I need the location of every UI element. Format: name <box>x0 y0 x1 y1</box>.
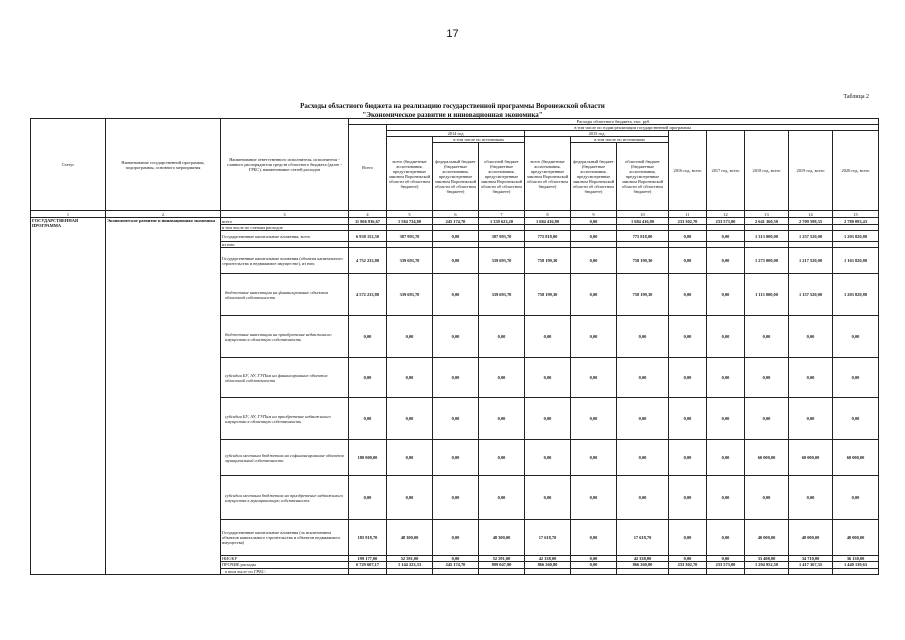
cell: 36 130,00 <box>833 556 879 562</box>
cell: 866 260,80 <box>525 562 571 568</box>
cell: 0,00 <box>433 248 479 274</box>
cell: 0,00 <box>525 316 571 358</box>
row-label: субсидии местным бюджетам на софинансирование объектов муниципальной собственности <box>221 440 349 476</box>
cell: 33 408,00 <box>745 556 789 562</box>
cell: 0,00 <box>707 440 745 476</box>
header-status: Статус <box>31 119 106 211</box>
row-label: Государственные капитальные вложения (объекты капитального строительства и недвижимое имущество), из них: <box>221 248 349 274</box>
cell: 199 177,00 <box>349 556 387 562</box>
row-label: бюджетные инвестиции на финансирование объектов областной собственности <box>221 274 349 316</box>
cell: 0,00 <box>617 316 669 358</box>
col-number: 12 <box>707 211 745 218</box>
col-number: 13 <box>745 211 789 218</box>
document-title: Расходы областного бюджета на реализацию государственной программы Воронежской области <box>300 102 605 110</box>
cell: 0,00 <box>707 248 745 274</box>
cell: 1 684 416,80 <box>525 218 571 225</box>
col-number: 6 <box>433 211 479 218</box>
cell: 0,00 <box>669 274 707 316</box>
cell: 1 584 734,80 <box>387 218 433 225</box>
cell: 0,00 <box>433 358 479 398</box>
col-number: 9 <box>571 211 617 218</box>
cell: 233 302,70 <box>669 218 707 225</box>
cell: 0,00 <box>433 231 479 242</box>
col-number: 11 <box>669 211 707 218</box>
cell: 0,00 <box>479 316 525 358</box>
cell: 0,00 <box>707 520 745 556</box>
header-2018: 2018 год, всего <box>745 131 789 211</box>
cell: 0,00 <box>479 440 525 476</box>
cell: 0,00 <box>571 231 617 242</box>
header-regional-2015: областной бюджет (бюджетные ассигнования, предусмотренные законом Воронежской области об областном бюджете) <box>617 143 669 211</box>
col-number: 2 <box>106 211 221 218</box>
header-2017: 2017 год, всего <box>707 131 745 211</box>
col-number: 1 <box>31 211 106 218</box>
cell: 0,00 <box>617 398 669 440</box>
header-year-2014: 2014 год <box>387 131 525 137</box>
cell: 0,00 <box>833 358 879 398</box>
cell: 0,00 <box>433 520 479 556</box>
cell: 0,00 <box>745 358 789 398</box>
cell: 2 709 598,35 <box>789 218 833 225</box>
cell: 0,00 <box>433 556 479 562</box>
cell: 4 752 233,80 <box>349 248 387 274</box>
cell: 0,00 <box>745 398 789 440</box>
cell: 1 294 952,50 <box>745 562 789 568</box>
cell: 0,00 <box>707 398 745 440</box>
cell: 1 163 820,80 <box>833 248 879 274</box>
row-label: всего <box>221 218 349 225</box>
cell: 1 203 820,80 <box>833 231 879 242</box>
cell: 0,00 <box>387 440 433 476</box>
row-label: в том числе по статьям расходов <box>221 225 349 231</box>
cell: 60 000,00 <box>789 440 833 476</box>
cell: 0,00 <box>833 398 879 440</box>
col-number: 10 <box>617 211 669 218</box>
cell: 4 572 233,80 <box>349 274 387 316</box>
header-total: Всего <box>349 125 387 211</box>
cell: 52 591,00 <box>387 556 433 562</box>
cell: 0,00 <box>669 316 707 358</box>
cell: 0,00 <box>571 556 617 562</box>
cell: 40 000,00 <box>745 520 789 556</box>
cell: 0,00 <box>571 398 617 440</box>
cell: 11 866 936,67 <box>349 218 387 225</box>
cell: 0,00 <box>433 440 479 476</box>
header-regional-2014: областной бюджет (бюджетные ассигнования, предусмотренные законом Воронежской области об областном бюджете) <box>479 143 525 211</box>
cell: 0,00 <box>571 476 617 520</box>
col-number: 4 <box>349 211 387 218</box>
cell: 0,00 <box>387 398 433 440</box>
header-2016: 2016 год, всего <box>669 131 707 211</box>
table-label: Таблица 2 <box>843 94 869 100</box>
cell: 775 818,00 <box>525 231 571 242</box>
cell: 60 000,00 <box>745 440 789 476</box>
header-total-2014: всего (бюджетные ассигнования, предусмотренные законом Воронежской области об областном бюджете) <box>387 137 433 211</box>
cell: 0,00 <box>707 358 745 398</box>
cell: 899 047,80 <box>479 562 525 568</box>
cell: 60 000,00 <box>833 440 879 476</box>
cell: 0,00 <box>669 520 707 556</box>
row-label: Государственные капитальные вложения (за исключением объектов капитального строительства и объектов недвижимого имущества) <box>221 520 349 556</box>
column-number-row <box>31 211 879 218</box>
col-number: 3 <box>221 211 349 218</box>
cell: 0,00 <box>433 316 479 358</box>
cell: 1 257 520,00 <box>789 231 833 242</box>
cell: 17 618,70 <box>525 520 571 556</box>
cell: 42 338,00 <box>617 556 669 562</box>
cell: 34 710,00 <box>789 556 833 562</box>
cell: 0,00 <box>707 476 745 520</box>
table-row <box>31 218 879 225</box>
cell: 1 417 367,35 <box>789 562 833 568</box>
program-status: ГОСУДАРСТВЕННАЯ ПРОГРАММА <box>31 218 106 574</box>
cell: 1 157 520,00 <box>789 274 833 316</box>
cell: 0,00 <box>707 316 745 358</box>
cell: 0,00 <box>789 358 833 398</box>
row-label: субсидии БУ, АУ, ГУПам на приобретение недвижимого имущества в областную собственность <box>221 398 349 440</box>
cell: 1 113 000,00 <box>745 274 789 316</box>
cell: 0,00 <box>433 476 479 520</box>
cell: 758 199,30 <box>617 274 669 316</box>
row-label: бюджетные инвестиции на приобретение недвижимого имущества в областную собственность <box>221 316 349 358</box>
cell: 1 440 139,63 <box>833 562 879 568</box>
cell: 0,00 <box>789 476 833 520</box>
cell: 185 918,70 <box>349 520 387 556</box>
cell: 0,00 <box>525 440 571 476</box>
cell: 0,00 <box>571 316 617 358</box>
cell: 0,00 <box>387 476 433 520</box>
cell: 0,00 <box>571 274 617 316</box>
cell: 0,00 <box>669 440 707 476</box>
header-by-sources-2015: в том числе по источникам <box>571 137 669 143</box>
header-by-sources-2014: в том числе по источникам <box>433 137 525 143</box>
cell: 0,00 <box>525 476 571 520</box>
cell: 0,00 <box>525 358 571 398</box>
header-2020: 2020 год, всего <box>833 131 879 211</box>
cell: 866 260,80 <box>617 562 669 568</box>
cell: 0,00 <box>387 316 433 358</box>
cell: 180 000,00 <box>349 440 387 476</box>
header-name: Наименование государственной программы, подпрограммы, основного мероприятия <box>106 119 221 211</box>
cell: 0,00 <box>479 358 525 398</box>
header-total-2015: всего (бюджетные ассигнования, предусмотренные законом Воронежской области об областном бюджете) <box>525 137 571 211</box>
cell: 0,00 <box>479 398 525 440</box>
cell: 0,00 <box>387 358 433 398</box>
cell: 42 338,00 <box>525 556 571 562</box>
cell: 245 174,70 <box>433 218 479 225</box>
cell: 339 693,70 <box>387 274 433 316</box>
cell: 0,00 <box>349 358 387 398</box>
cell: 0,00 <box>571 218 617 225</box>
cell: 0,00 <box>617 476 669 520</box>
col-number: 5 <box>387 211 433 218</box>
cell: 0,00 <box>707 274 745 316</box>
cell: 0,00 <box>833 476 879 520</box>
cell: 0,00 <box>349 316 387 358</box>
cell: 6 938 152,50 <box>349 231 387 242</box>
cell: 17 618,70 <box>617 520 669 556</box>
cell: 0,00 <box>571 358 617 398</box>
cell: 0,00 <box>433 274 479 316</box>
cell: 40 000,00 <box>833 520 879 556</box>
cell: 1 339 623,20 <box>479 218 525 225</box>
cell: 1 203 820,80 <box>833 274 879 316</box>
row-label: Государственные капитальные вложения, всего <box>221 231 349 242</box>
cell: 233 302,70 <box>669 562 707 568</box>
document-subtitle: "Экономическое развитие и инновационная экономика" <box>362 111 543 119</box>
cell: 2 641 360,50 <box>745 218 789 225</box>
cell: 0,00 <box>669 476 707 520</box>
cell: 0,00 <box>571 248 617 274</box>
cell: 0,00 <box>833 316 879 358</box>
cell: 0,00 <box>571 440 617 476</box>
cell: 245 174,70 <box>433 562 479 568</box>
page-number: 17 <box>446 28 459 40</box>
cell: 52 591,00 <box>479 556 525 562</box>
cell: 0,00 <box>571 520 617 556</box>
cell: 0,00 <box>669 231 707 242</box>
cell: 758 199,30 <box>525 274 571 316</box>
col-number: 7 <box>479 211 525 218</box>
cell: 0,00 <box>745 316 789 358</box>
header-expenses: Расходы областного бюджета, тыс. руб. <box>349 119 879 125</box>
cell: 0,00 <box>617 358 669 398</box>
cell: 0,00 <box>789 398 833 440</box>
header-by-years: в том числе по годам реализации государственной программы <box>387 125 879 131</box>
cell: 0,00 <box>617 440 669 476</box>
cell: 1 217 520,00 <box>789 248 833 274</box>
cell: 0,00 <box>745 476 789 520</box>
cell: 48 300,00 <box>387 520 433 556</box>
cell: 758 199,30 <box>617 248 669 274</box>
cell: 339 693,70 <box>387 248 433 274</box>
cell: 339 693,70 <box>479 248 525 274</box>
cell: 339 693,70 <box>479 274 525 316</box>
cell: 0,00 <box>707 556 745 562</box>
row-label: ПРОЧИЕ расходы <box>221 562 349 568</box>
row-label: субсидии местным бюджетам на приобретение недвижимого имущества в муниципальную собственность <box>221 476 349 520</box>
cell: 40 000,00 <box>789 520 833 556</box>
cell: 758 199,30 <box>525 248 571 274</box>
col-number: 8 <box>525 211 571 218</box>
cell: 1 144 223,33 <box>387 562 433 568</box>
cell: 0,00 <box>669 248 707 274</box>
row-label: субсидии БУ, АУ, ГУПам на финансирование объектов областной собственности <box>221 358 349 398</box>
header-federal-2014: федеральный бюджет (бюджетные ассигнования, предусмотренные законом Воронежской области об областном бюджете) <box>433 143 479 211</box>
cell: 48 300,00 <box>479 520 525 556</box>
cell: 233 573,00 <box>707 218 745 225</box>
cell: 0,00 <box>433 398 479 440</box>
cell: 0,00 <box>349 398 387 440</box>
row-label: из них: <box>221 242 349 248</box>
col-number: 15 <box>833 211 879 218</box>
header-federal-2015: федеральный бюджет (бюджетные ассигнования, предусмотренные законом Воронежской области об областном бюджете) <box>571 143 617 211</box>
cell: 0,00 <box>669 358 707 398</box>
cell: 233 573,00 <box>707 562 745 568</box>
cell: 1 313 000,00 <box>745 231 789 242</box>
row-label: в том числе по ГРБС: <box>221 568 349 574</box>
header-2019: 2019 год, всего <box>789 131 833 211</box>
cell: 387 993,70 <box>387 231 433 242</box>
cell: 775 818,00 <box>617 231 669 242</box>
cell: 0,00 <box>571 562 617 568</box>
cell: 0,00 <box>669 398 707 440</box>
cell: 0,00 <box>479 476 525 520</box>
cell: 0,00 <box>789 316 833 358</box>
cell: 6 729 607,17 <box>349 562 387 568</box>
row-label: НИОКР <box>221 556 349 562</box>
cell: 1 684 416,80 <box>617 218 669 225</box>
cell: 0,00 <box>349 476 387 520</box>
cell: 387 993,70 <box>479 231 525 242</box>
budget-table <box>30 118 879 575</box>
header-year-2015: 2015 год <box>525 131 669 137</box>
cell: 1 273 000,00 <box>745 248 789 274</box>
cell: 2 780 093,43 <box>833 218 879 225</box>
program-name: Экономическое развитие и инновационная экономика <box>106 218 221 574</box>
col-number: 14 <box>789 211 833 218</box>
cell: 0,00 <box>669 556 707 562</box>
cell: 0,00 <box>707 231 745 242</box>
header-executor: Наименование ответственного исполнителя, исполнителя - главного распорядителя средств областного бюджета (далее - ГРБС), наименование статей расходов <box>221 119 349 211</box>
cell: 0,00 <box>525 398 571 440</box>
